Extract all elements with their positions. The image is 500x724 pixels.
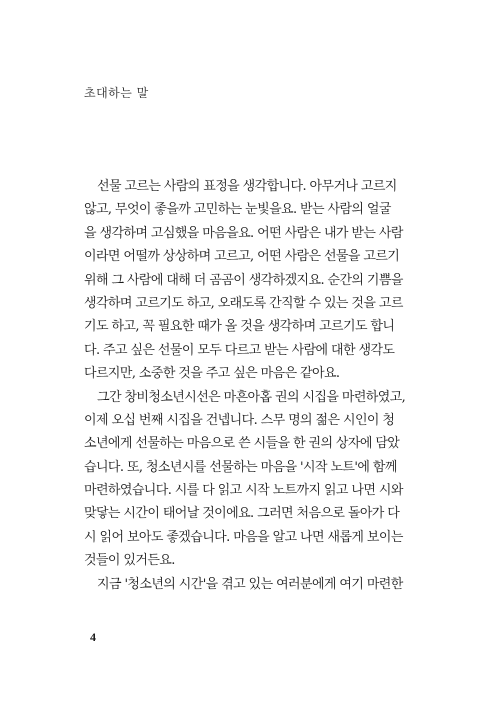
text-line: 습니다. 또, 청소년시를 선물하는 마음을 '시작 노트'에 함께 <box>84 459 397 475</box>
text-line: 이라면 어떨까 상상하며 고르고, 어떤 사람은 선물을 고르기 <box>84 249 400 265</box>
text-line: 마련하였습니다. 시를 다 읽고 시작 노트까지 읽고 나면 시와 <box>84 483 403 499</box>
text-line: 다. 주고 싶은 선물이 모두 다르고 받는 사람에 대한 생각도 <box>84 342 395 358</box>
text-line: 그간 창비청소년시선은 마흔아홉 권의 시집을 마련하였고, <box>97 389 406 405</box>
text-line: 지금 '청소년의 시간'을 겪고 있는 여러분에게 여기 마련한 <box>97 576 403 592</box>
section-title: 초대하는 말 <box>84 86 149 100</box>
text-line: 시 읽어 보아도 좋겠습니다. 마음을 알고 나면 새롭게 보이는 <box>84 529 403 545</box>
text-line: 선물 고르는 사람의 표정을 생각합니다. 아무거나 고르지 <box>97 179 397 194</box>
text-line: 이제 오십 번째 시집을 건넵니다. 스무 명의 젊은 시인이 청 <box>84 412 395 428</box>
text-line: 것들이 있거든요. <box>84 553 175 569</box>
text-line: 다르지만, 소중한 것을 주고 싶은 마음은 같아요. <box>84 366 340 382</box>
text-line: 위해 그 사람에 대해 더 곰곰이 생각하겠지요. 순간의 기쁨을 <box>84 272 403 288</box>
text-line: 소년에게 선물하는 마음으로 쓴 시들을 한 권의 상자에 담았 <box>84 436 400 452</box>
text-line: 기도 하고, 꼭 필요한 때가 올 것을 생각하며 고르기도 합니 <box>84 319 395 335</box>
page-number: 4 <box>90 630 96 644</box>
body-text <box>84 175 424 596</box>
text-line: 않고, 무엇이 좋을까 고민하는 눈빛을요. 받는 사람의 얼굴 <box>84 202 391 218</box>
text-line: 을 생각하며 고심했을 마음을요. 어떤 사람은 내가 받는 사람 <box>84 225 403 241</box>
text-line: 생각하며 고르기도 하고, 오래도록 간직할 수 있는 것을 고르 <box>84 295 403 311</box>
text-line: 맞닿는 시간이 태어날 것이에요. 그러면 처음으로 돌아가 다 <box>84 506 400 522</box>
